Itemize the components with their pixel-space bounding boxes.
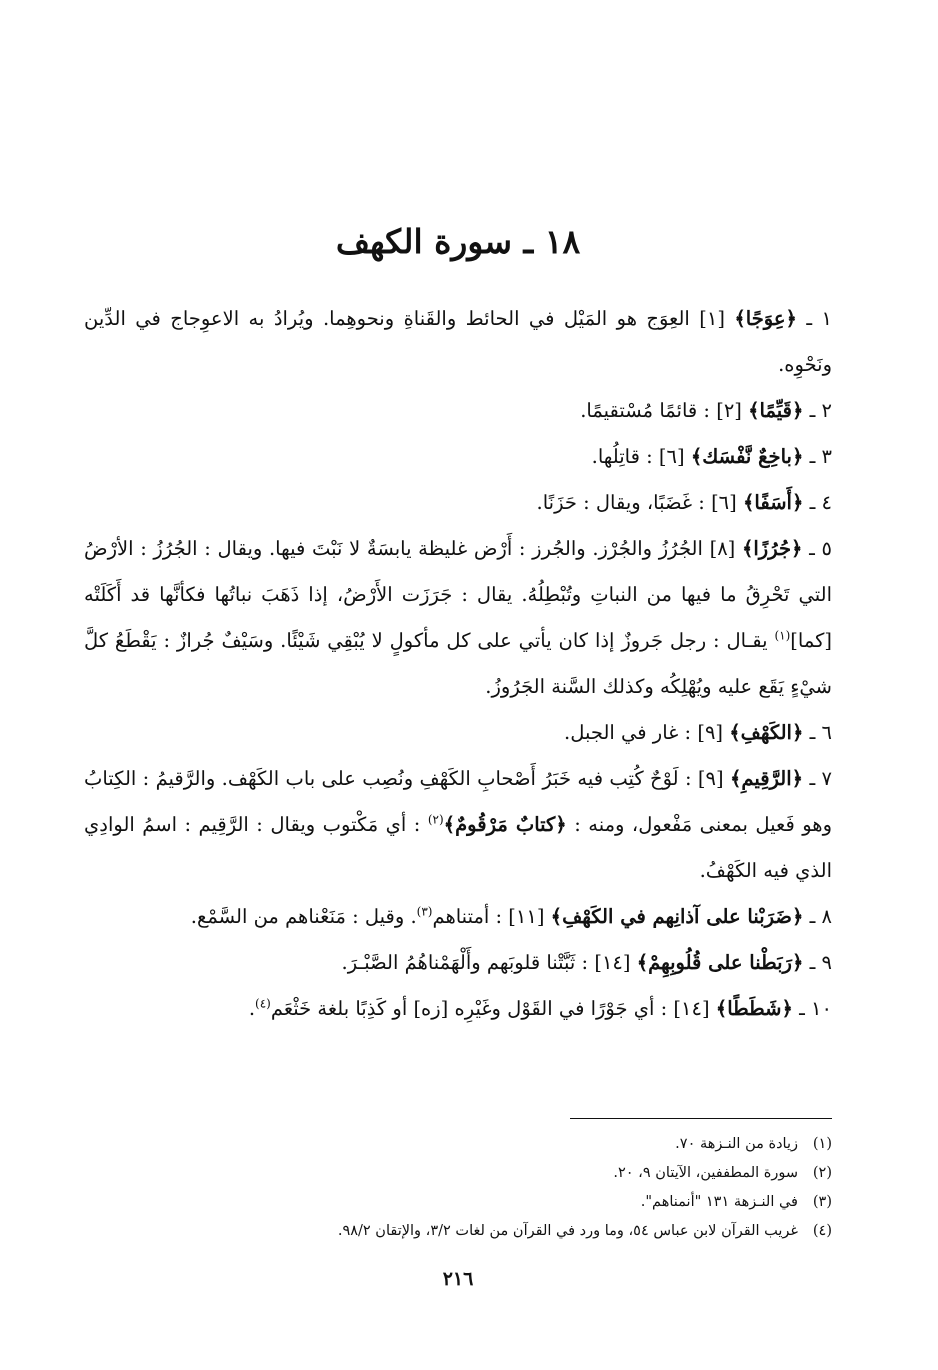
entry-number: ٦ ـ — [809, 721, 832, 744]
entry-definition: : قاتِلُها. — [591, 445, 653, 468]
entry-3 — [84, 434, 832, 480]
entry-term: ﴿باخِعٌ نَّفْسَك﴾ — [690, 445, 804, 468]
entry-definition: الجُرُزُ والجُرْز. والجُرز : أَرْض غليظة يابسَةٌ لا نَبْتَ فيها. ويقال : الجُرُزُ : الأرْضُ التي تَحْرِقُ ما فيها من النباتِ وتُبْطِلُهُ. يقال : جَرَزَت الأَرْضُ، إذا ذَهَبَ نباتُها فكأنَّها قد أَكَلَتْه [كما] — [84, 537, 832, 652]
entry-2 — [84, 388, 832, 434]
verse-ref: [٩] — [697, 721, 724, 744]
entry-10 — [84, 986, 832, 1032]
entry-term: ﴿الرَّقِيمِ﴾ — [729, 767, 804, 790]
footnote-1 — [84, 1130, 832, 1159]
entry-definition: : لَوْحٌ كُتِب فيه خَبَرُ أَصْحابِ الكَهْفِ ونُصِب على باب الكَهْف. والرَّقيمُ : الكِتابُ وهو فَعيل بمعنى مَفْعول، ومنه : — [84, 767, 833, 836]
quoted-verse: ﴿كتابٌ مَرْقُومٌ﴾ — [443, 813, 567, 836]
footnote-marker[interactable]: (٣) — [416, 904, 433, 919]
entry-number: ٩ ـ — [809, 951, 832, 974]
footnote-number: (٣) — [812, 1194, 832, 1210]
verse-ref: [١٤] — [594, 951, 631, 974]
footnote-number: (٢) — [812, 1165, 832, 1181]
footnote-text: سورة المطففين، الآيتان ٩، ٢٠. — [613, 1165, 798, 1181]
verse-ref: [١] — [699, 307, 725, 330]
footnote-marker[interactable]: (١) — [774, 628, 791, 643]
verse-ref: [٦] — [658, 445, 685, 468]
entry-number: ١٠ ـ — [799, 997, 832, 1020]
verse-ref: [٨] — [709, 537, 736, 560]
entry-definition: : أمتناهم — [432, 905, 503, 928]
entry-definition: العِوَج هو المَيْل في الحائط والقَناةِ ونحوهِما. ويُرادُ به الاعوِجاج في الدِّين ونَحْوِه. — [84, 307, 832, 376]
page-number: ٢١٦ — [442, 1268, 474, 1290]
entry-9 — [84, 940, 832, 986]
verse-ref: [٢] — [716, 399, 742, 422]
footnote-text: في النـزهة ١٣١ "أنمناهم". — [640, 1194, 798, 1210]
entry-term: ﴿الكَهْفِ﴾ — [729, 721, 804, 744]
entry-number: ٥ ـ — [809, 537, 832, 560]
verse-ref: [٦] — [711, 491, 737, 514]
page-title: ١٨ ـ سورة الكهف — [335, 222, 581, 262]
footnote-3 — [84, 1188, 832, 1217]
entry-number: ٤ ـ — [809, 491, 832, 514]
entry-4 — [84, 480, 832, 526]
entry-definition: : غَضَبًا، ويقال : حَزَنًا. — [536, 491, 705, 514]
entry-definition-continued: . — [248, 997, 256, 1020]
entry-term: ﴿عِوَجًا﴾ — [734, 307, 797, 330]
entry-1 — [84, 296, 832, 388]
entry-number: ١ ـ — [806, 307, 832, 330]
entry-definition: : ثَبَّتْنا قلوبَهم وأَلْهَمْناهُمُ الصَّبْـرَ. — [341, 951, 589, 974]
entries-body — [84, 296, 832, 1032]
entry-term: ﴿أَسَفًا﴾ — [742, 491, 804, 514]
entry-6 — [84, 710, 832, 756]
footnotes — [84, 1130, 832, 1246]
entry-definition-continued: : أي مَكْتوب ويقال : الرَّقِيم : اسمُ الوادِي الذي فيه الكَهْفُ. — [84, 813, 832, 882]
verse-ref: [٩] — [697, 767, 724, 790]
footnote-number: (١) — [812, 1136, 832, 1152]
footnote-divider — [570, 1118, 832, 1119]
entry-7 — [84, 756, 832, 894]
footnote-4 — [84, 1217, 832, 1246]
entry-term: ﴿قَيِّمًا﴾ — [748, 399, 804, 422]
entry-number: ٢ ـ — [809, 399, 832, 422]
entry-number: ٧ ـ — [809, 767, 832, 790]
entry-term: ﴿شَطَطًا﴾ — [715, 997, 793, 1020]
footnote-number: (٤) — [812, 1223, 832, 1239]
footnote-text: غريب القرآن لابن عباس ٥٤، وما ورد في القرآن من لغات ٣/٢، والإتقان ٩٨/٢. — [337, 1223, 798, 1239]
entry-definition-continued: يقـال : رجل جَروزٌ إذا كان يأتي على كل مأكولٍ لا يُبْقِي شَيْئًا. وسَيْفٌ جُرازٌ : يَقْطَعُ كلَّ شيْءٍ يَقَع عليه ويُهْلِكُه وكذلك السَّنة الجَرُوزُ. — [84, 629, 832, 698]
entry-definition: : أي جَوْرًا في القَوْل وغَيْرِه [زه] أو كَذِبًا بلغة خَثْعَم — [270, 997, 668, 1020]
entry-number: ٣ ـ — [809, 445, 832, 468]
verse-ref: [١٤] — [673, 997, 710, 1020]
footnote-marker[interactable]: (٤) — [255, 996, 271, 1011]
entry-term: ﴿رَبَطْنا على قُلُوبِهِمْ﴾ — [636, 951, 804, 974]
footnote-text: زيادة من النـزهة ٧٠. — [675, 1136, 798, 1152]
footnote-2 — [84, 1159, 832, 1188]
entry-definition-continued: . وقيل : مَنَعْناهم من السَّمْع. — [190, 905, 417, 928]
entry-5 — [84, 526, 832, 710]
entry-term: ﴿ضَرَبْنا على آذانِهم في الكَهْفِ﴾ — [550, 905, 804, 928]
entry-number: ٨ ـ — [809, 905, 832, 928]
entry-8 — [84, 894, 832, 940]
verse-ref: [١١] — [508, 905, 545, 928]
entry-term: ﴿جُرُزًا﴾ — [741, 537, 803, 560]
book-page — [84, 0, 832, 1370]
entry-definition: : قائمًا مُسْتقيمًا. — [580, 399, 710, 422]
entry-definition: : غار في الجبل. — [564, 721, 692, 744]
footnote-marker[interactable]: (٢) — [427, 812, 444, 827]
